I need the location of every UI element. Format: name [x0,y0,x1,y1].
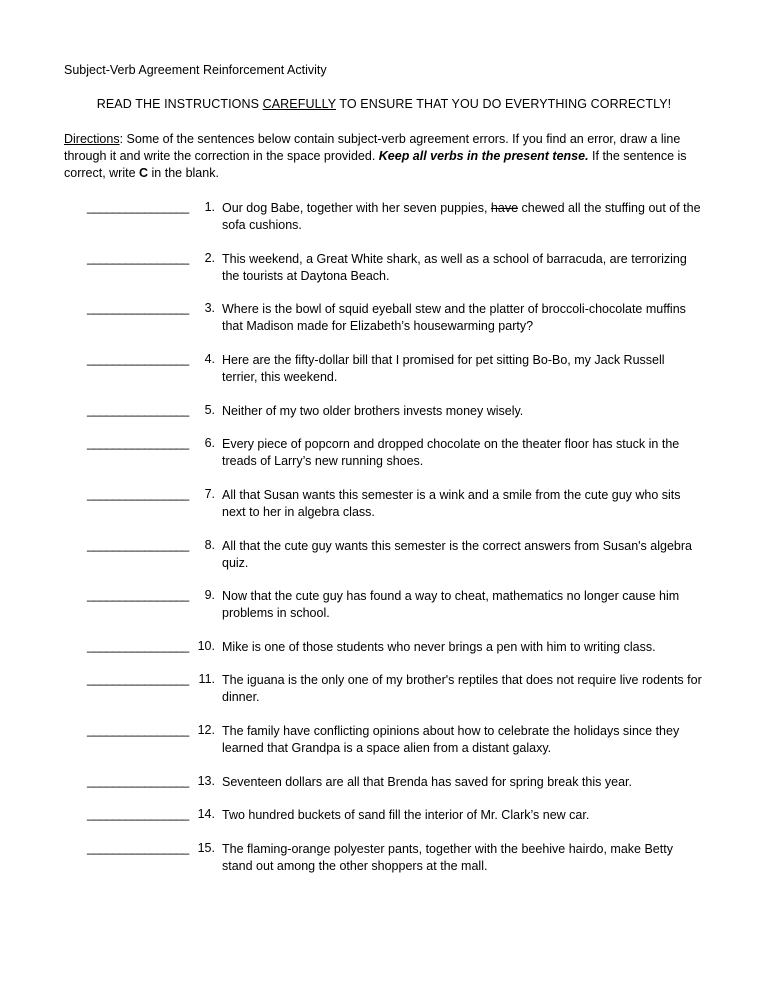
answer-blank[interactable]: ________________ [87,436,189,450]
item-sentence [222,200,702,234]
item-sentence: Here are the fifty-dollar bill that I promised for pet sitting Bo-Bo, my Jack Russell terrier, this weekend. [222,353,665,384]
sentence-part: chewed all the stuffing out of the sofa cushions. [222,201,701,232]
directions-bold-c: C [139,166,149,180]
directions-text-1: : Some of the sentences below contain subject-verb agreement errors. If you find an error, draw a line through it and write the correction in the space provided. [64,132,681,163]
item-sentence: The flaming-orange polyester pants, together with the beehive hairdo, make Betty stand out among the other shoppers at the mall. [222,842,673,873]
item-sentence: This weekend, a Great White shark, as well as a school of barracuda, are terrorizing the tourists at Daytona Beach. [222,252,687,283]
item-sentence: The iguana is the only one of my brother's reptiles that does not require live rodents for dinner. [222,673,702,704]
item-number: 5. [204,403,215,417]
answer-blank[interactable]: ________________ [87,301,189,315]
item-number: 4. [204,352,215,366]
answer-blank[interactable]: ________________ [87,588,189,602]
answer-blank[interactable]: ________________ [87,251,189,265]
instructions-banner [0,97,768,111]
item-sentence: All that Susan wants this semester is a wink and a smile from the cute guy who sits next to her in algebra class. [222,488,681,519]
answer-blank[interactable]: ________________ [87,403,189,417]
struck-word: have [490,201,519,215]
item-number: 9. [204,588,215,602]
directions-label: Directions [64,132,120,146]
item-number: 13. [197,774,215,788]
item-number: 11. [198,672,215,686]
instructions-before: READ THE INSTRUCTIONS [96,97,263,111]
item-number: 7. [204,487,215,501]
item-sentence: Mike is one of those students who never brings a pen with him to writing class. [222,640,656,654]
item-number: 3. [204,301,215,315]
item-sentence: The family have conflicting opinions about how to celebrate the holidays since they learned that Grandpa is a space alien from a distant galaxy. [222,724,680,755]
item-number: 1. [204,200,215,214]
item-sentence: Neither of my two older brothers invests money wisely. [222,404,524,418]
answer-blank[interactable]: ________________ [87,538,189,552]
answer-blank[interactable]: ________________ [87,807,189,821]
directions-text-3: in the blank. [148,166,219,180]
directions-paragraph [64,131,714,182]
item-number: 14. [197,807,215,821]
directions-italic: Keep all verbs in the present tense. [378,149,589,163]
item-number: 6. [204,436,215,450]
item-sentence: All that the cute guy wants this semester is the correct answers from Susan's algebra quiz. [222,539,692,570]
directions-text-2: If the sentence is correct, write [64,149,687,180]
answer-blank[interactable]: ________________ [87,841,189,855]
answer-blank[interactable]: ________________ [87,672,189,686]
item-sentence: Now that the cute guy has found a way to cheat, mathematics no longer cause him problems in school. [222,589,680,620]
answer-blank[interactable]: ________________ [87,352,189,366]
worksheet-title: Subject-Verb Agreement Reinforcement Activity [64,63,327,77]
instructions-after: TO ENSURE THAT YOU DO EVERYTHING CORRECTLY! [336,97,672,111]
answer-blank[interactable]: ________________ [87,774,189,788]
instructions-emphasis: CAREFULLY [262,97,336,111]
item-number: 15. [197,841,215,855]
answer-blank[interactable]: ________________ [87,723,189,737]
answer-blank[interactable]: ________________ [87,487,189,501]
item-number: 10. [197,639,215,653]
sentence-part: Our dog Babe, together with her seven puppies, [222,201,491,215]
item-number: 2. [204,251,215,265]
item-sentence: Two hundred buckets of sand fill the interior of Mr. Clark’s new car. [222,808,590,822]
item-sentence: Seventeen dollars are all that Brenda has saved for spring break this year. [222,775,632,789]
item-sentence: Every piece of popcorn and dropped chocolate on the theater floor has stuck in the treads of Larry’s new running shoes. [222,437,680,468]
item-number: 8. [204,538,215,552]
item-number: 12. [197,723,215,737]
item-sentence: Where is the bowl of squid eyeball stew and the platter of broccoli-chocolate muffins that Madison made for Elizabeth’s housewarming party? [222,302,686,333]
answer-blank[interactable]: ________________ [87,200,189,214]
answer-blank[interactable]: ________________ [87,639,189,653]
